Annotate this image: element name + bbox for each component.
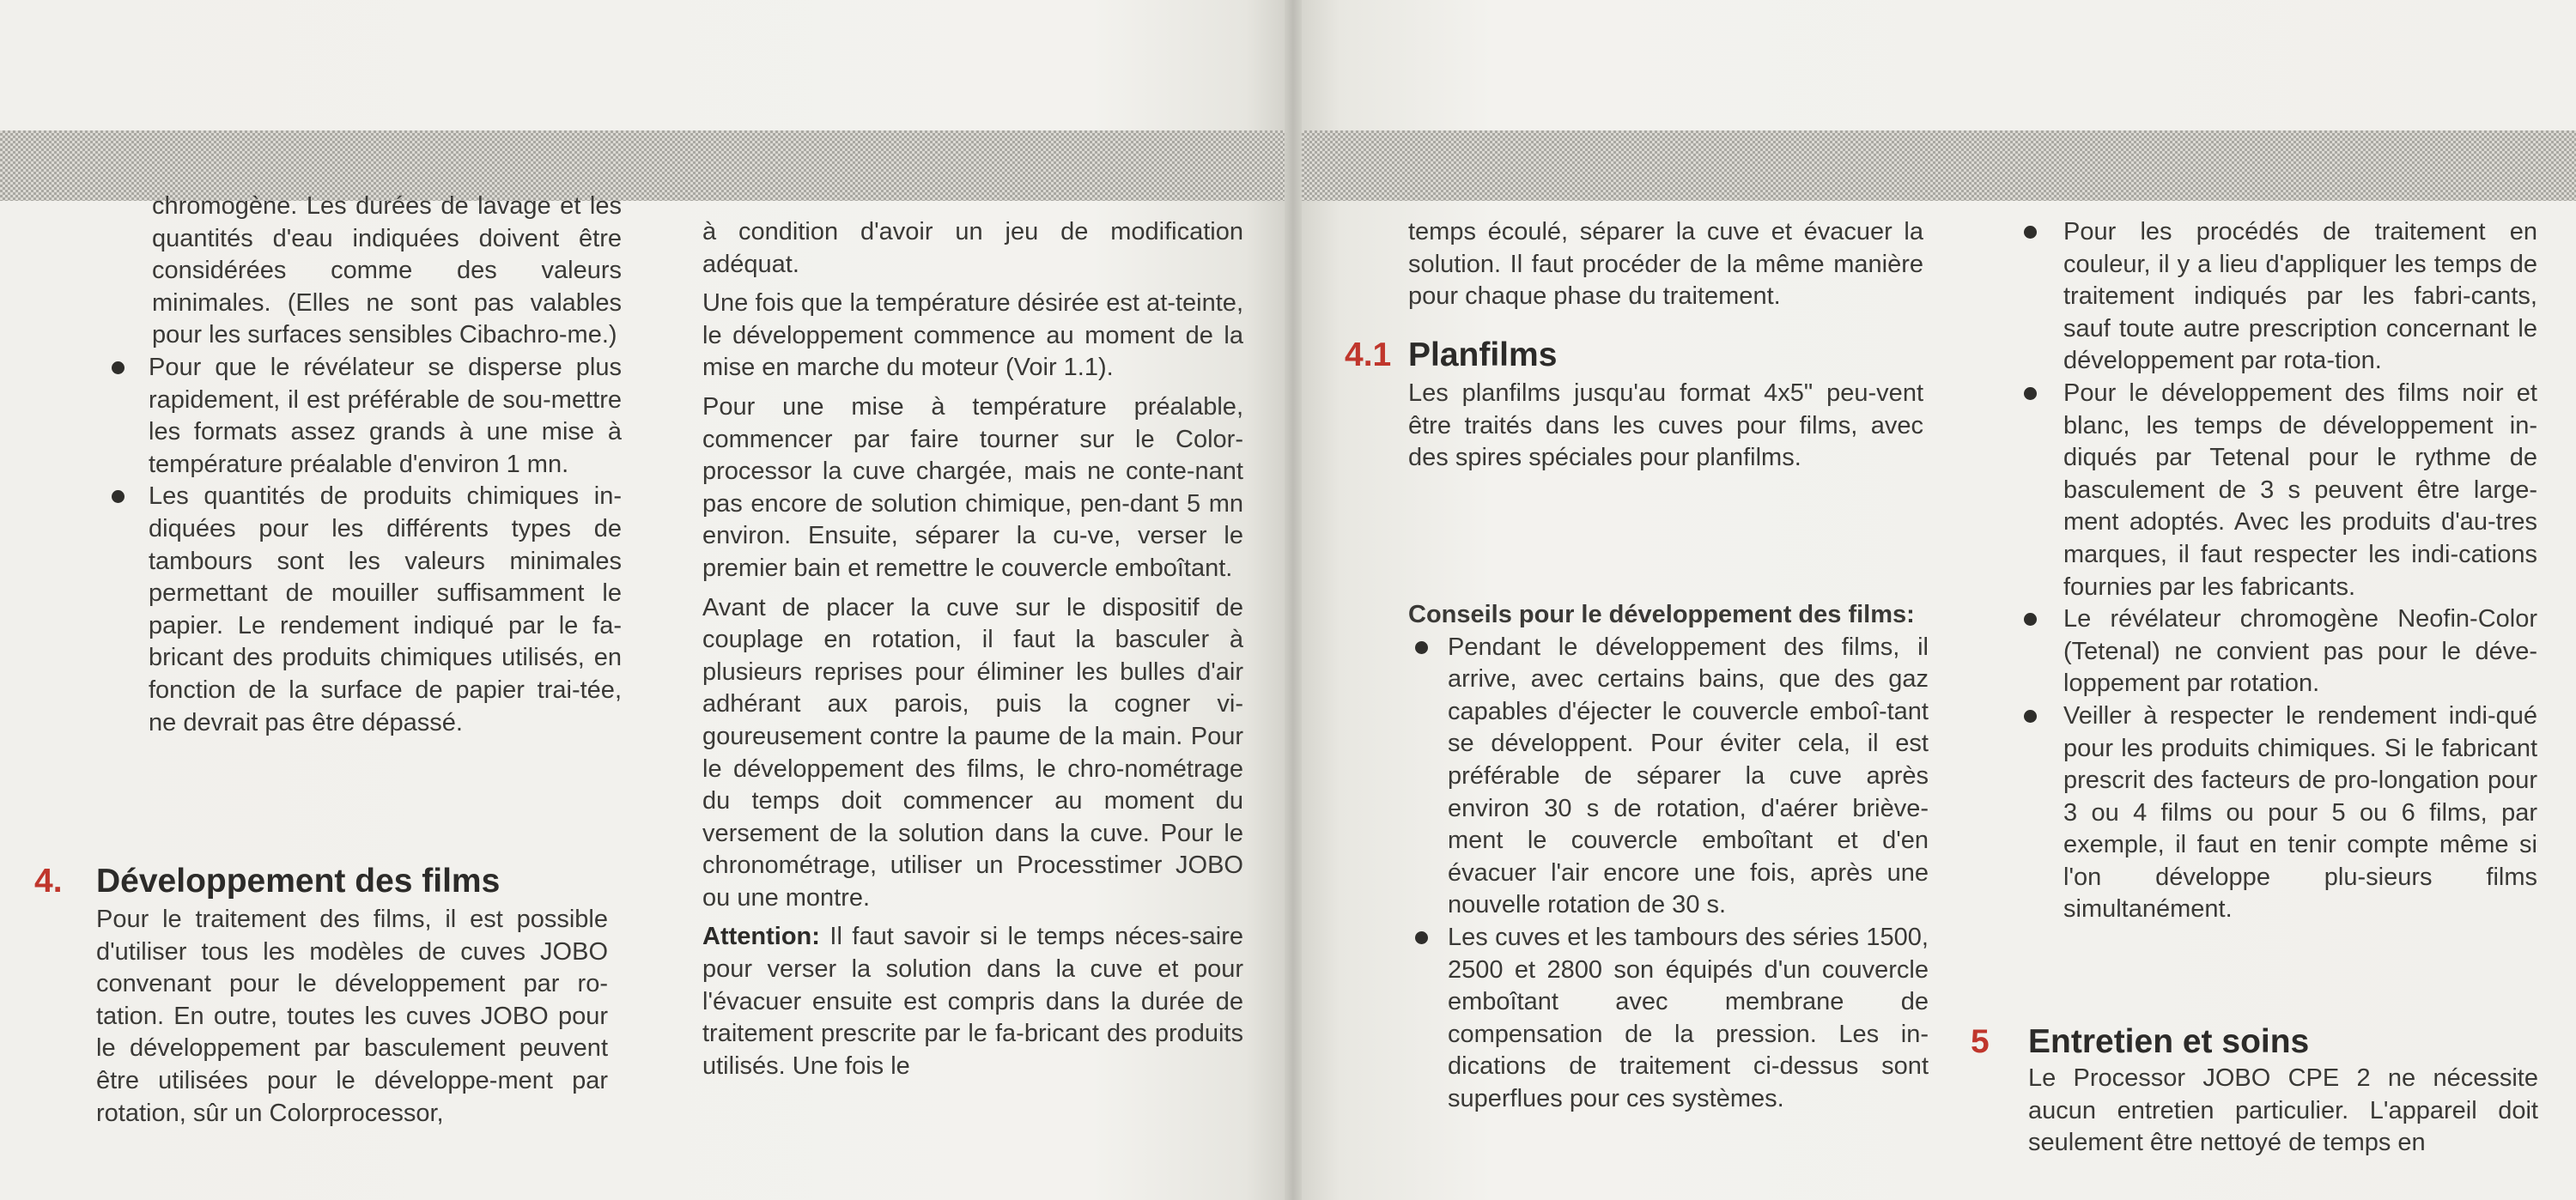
bullet-item [2022, 378, 2537, 603]
section-number: 4. [34, 863, 63, 900]
bullet-item [2022, 603, 2537, 700]
bullet-text: Veiller à respecter le rendement indi-qué pour les produits chimiques. Si le fabricant prescrit des facteurs de pro-longation pour 3 ou 4 films ou pour 5 ou 6 films, par exemple, il faut en tenir compte même si l'on développe plu-sieurs films simultanément. [2063, 701, 2537, 924]
bullet-text: Pour le développement des films noir et blanc, les temps de développement in-diqués par Tetenal pour le rythme de basculement de 3 s peuvent être large-ment adoptés. Avec les produits d'au-tres marques, il faut respecter les indi-cations fournies par les fabricants. [2063, 379, 2537, 601]
bullet-icon [112, 490, 125, 503]
paragraph: Une fois que la température désirée est at-teinte, le développement commence au moment de la mise en marche du moteur (Voir 1.1). [702, 289, 1243, 382]
bullet-item [2022, 216, 2537, 378]
bullet-icon [112, 361, 125, 374]
paragraph: chromogène. Les durées de lavage et les quantités d'eau indiquées doivent être considérées comme des valeurs minimales. (Elles ne sont pas valables pour les surfaces sensibles Cibachro-me.) [152, 192, 622, 349]
right-column-2 [2022, 216, 2537, 926]
section-5-body [2028, 1063, 2538, 1160]
left-column-2 [702, 216, 1243, 1082]
header-pattern-band [1302, 130, 2576, 201]
section-title: Planfilms [1408, 336, 1558, 373]
bullet-text: Pendant le développement des films, il arrive, avec certains bains, que des gaz capables d'éjecter le couvercle emboî-tant se développent. Pour éviter cela, il est préférable de séparer la cuve après environ 30 s de rotation, d'aérer briève-ment le couvercle emboîtant et d'en évacuer l'air encore une fois, après une nouvelle rotation de 30 s. [1448, 633, 1929, 919]
bullet-item [1408, 922, 1929, 1116]
bullet-icon [1415, 641, 1428, 654]
bullet-text: Les cuves et les tambours des séries 1500, 2500 et 2800 son équipés d'un couvercle emboîtant avec membrane de compensation de la pression. Les in-dications de traitement ci-dessus sont superflues pour ces systèmes. [1448, 923, 1929, 1112]
bullet-item [2022, 700, 2537, 926]
bullet-item [110, 481, 622, 739]
left-column-1 [110, 191, 622, 739]
bullet-icon [2024, 710, 2037, 723]
paragraph: temps écoulé, séparer la cuve et évacuer la solution. Il faut procéder de la même manière pour chaque phase du traitement. [1408, 218, 1923, 311]
right-column-1 [1408, 216, 1923, 313]
film-tips [1408, 599, 1929, 1116]
paragraph: Le Processor JOBO CPE 2 ne nécessite aucun entretien particulier. L'appareil doit seulement être nettoyé de temps en [2028, 1064, 2538, 1157]
bullet-icon [2024, 226, 2037, 239]
paragraph: à condition d'avoir un jeu de modification adéquat. [702, 218, 1243, 278]
paragraph: Avant de placer la cuve sur le dispositif de couplage en rotation, il faut la basculer à plusieurs reprises pour éliminer les bulles d'air adhérant aux parois, puis la cogner vi-goureusement contre la paume de la main. Pour le développement des films, le chro-nométrage du temps doit commencer au moment du versement de la solution dans la cuve. Pour le chronométrage, utiliser un Processtimer JOBO ou une montre. [702, 593, 1243, 912]
bullet-icon [2024, 387, 2037, 400]
attention-label: Attention: [702, 923, 820, 951]
bullet-item [1408, 632, 1929, 922]
section-title: Entretien et soins [2028, 1023, 2310, 1060]
bullet-icon [2024, 613, 2037, 626]
section-4-1-body [1408, 378, 1923, 475]
attention-text: Il faut savoir si le temps néces-saire pour verser la solution dans la cuve et pour l'évacuer ensuite est compris dans la durée de traitement prescrite par le fa-bricant des produits utilisés. Une fois le [702, 923, 1243, 1080]
bullet-text: Pour que le révélateur se disperse plus rapidement, il est préférable de sou-mettre les formats assez grands à une mise à température préalable d'environ 1 mn. [149, 353, 622, 478]
section-number: 5 [1971, 1023, 1990, 1060]
paragraph: Les planfilms jusqu'au format 4x5" peu-vent être traités dans les cuves pour films, avec des spires spéciales pour planfilms. [1408, 379, 1923, 472]
paragraph: Pour une mise à température préalable, commencer par faire tourner sur le Color-processor la cuve chargée, mais ne conte-nant pas encore de solution chimique, pen-dant 5 mn environ. Ensuite, séparer la cu-ve, verser le premier bain et remettre le couvercle emboîtant. [702, 392, 1243, 582]
book-gutter [1285, 0, 1302, 1200]
bullet-item [110, 352, 622, 481]
section-number: 4.1 [1345, 336, 1392, 373]
bullet-text: Le révélateur chromogène Neofin-Color (Tetenal) ne convient pas pour le déve-loppement par rotation. [2063, 605, 2537, 698]
bullet-text: Les quantités de produits chimiques in-diquées pour les différents types de tambours sont les valeurs minimales permettant de mouiller suffisamment le papier. Le rendement indiqué par le fa-bricant des produits chimiques utilisés, en fonction de la surface de papier trai-tée, ne devrait pas être dépassé. [149, 482, 622, 736]
subheading: Conseils pour le développement des films: [1408, 601, 1915, 628]
bullet-text: Pour les procédés de traitement en couleur, il y a lieu d'appliquer les temps de traitement indiqués par les fabri-cants, sauf toute autre prescription concernant le développement par rota-tion. [2063, 218, 2537, 375]
section-title: Développement des films [96, 863, 501, 900]
section-4-body [96, 904, 608, 1130]
paragraph: Pour le traitement des films, il est possible d'utiliser tous les modèles de cuves JOBO convenant pour le développement par ro-tation. En outre, toutes les cuves JOBO pour le développement par basculement peuvent être utilisées pour le développe-ment par rotation, sûr un Colorprocessor, [96, 906, 608, 1127]
paragraph [702, 921, 1243, 1082]
bullet-icon [1415, 931, 1428, 944]
